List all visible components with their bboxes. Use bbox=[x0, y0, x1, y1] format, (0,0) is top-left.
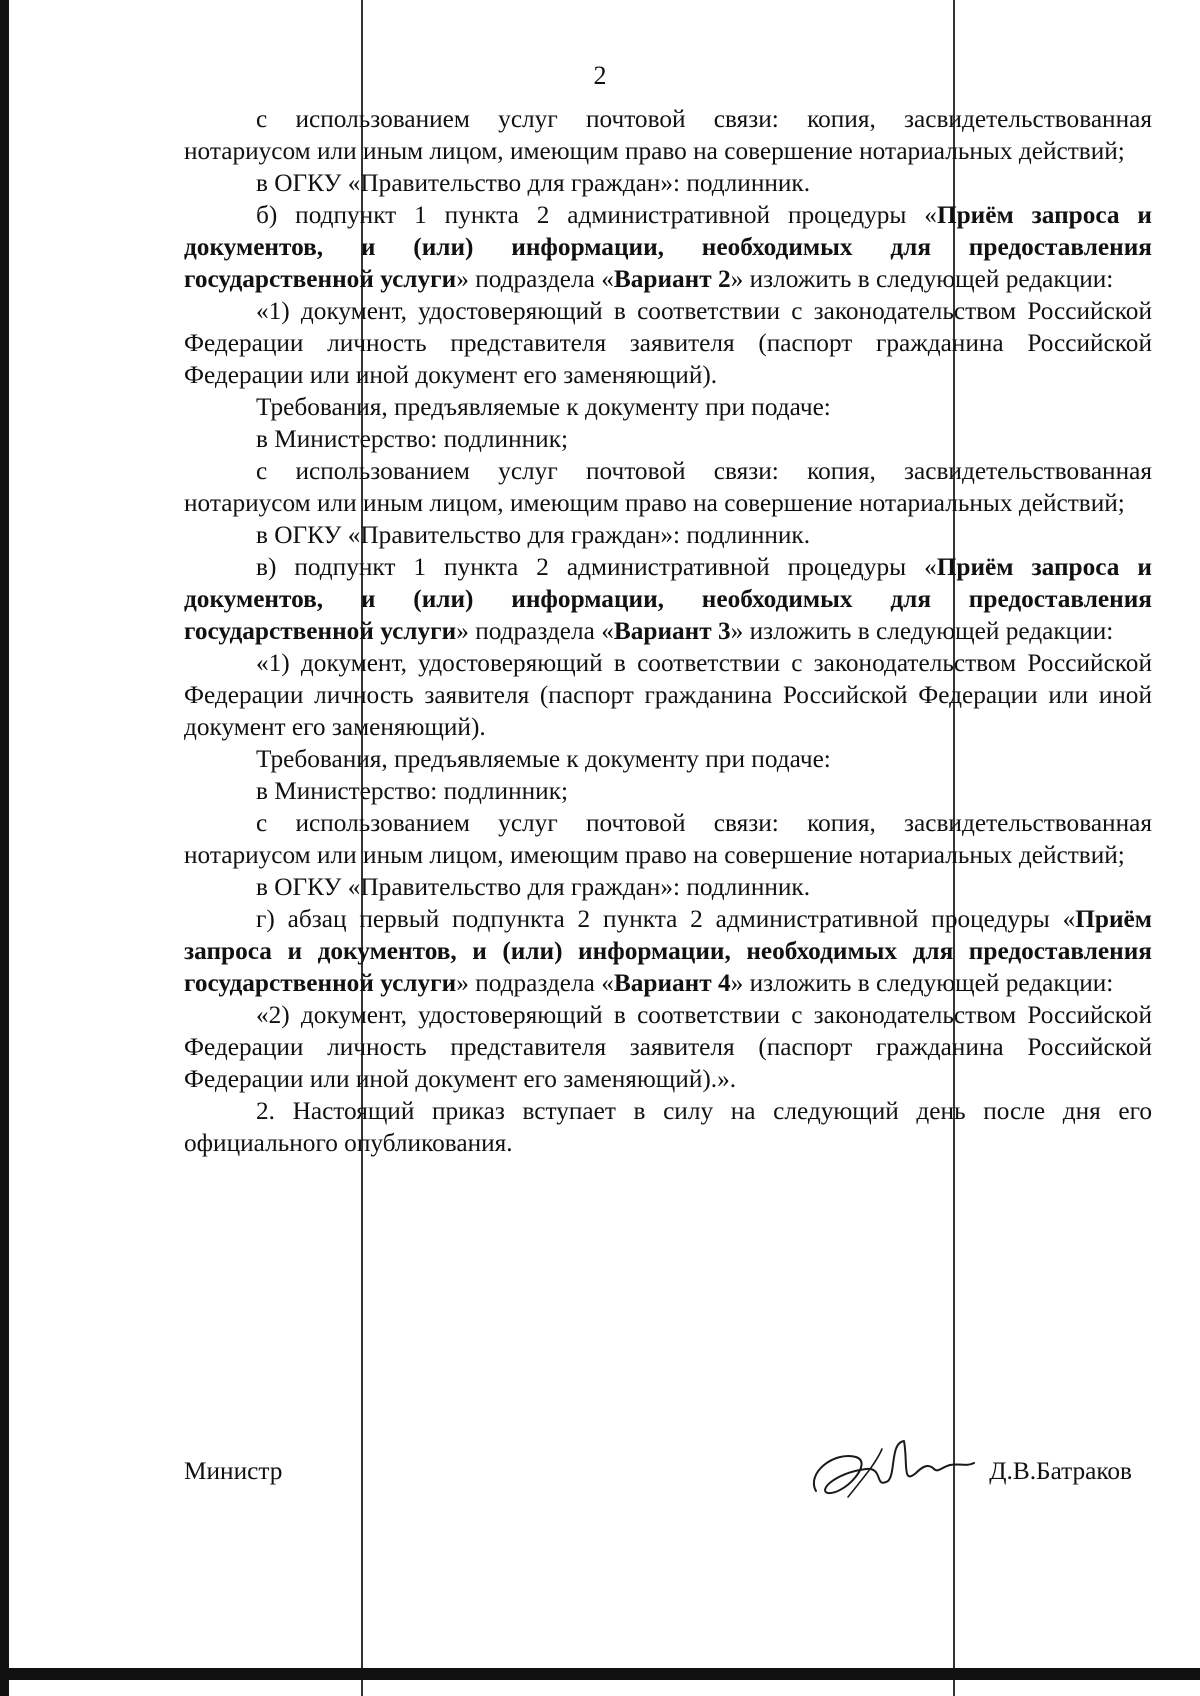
scan-edge-bottom bbox=[0, 1668, 1200, 1680]
text-run: в ОГКУ «Правительство для граждан»: подлинник. bbox=[256, 521, 811, 549]
paragraph bbox=[184, 295, 1152, 391]
text-run: » изложить в следующей редакции: bbox=[730, 265, 1114, 293]
text-run: «1) документ, удостоверяющий в соответствии с законодательством Российской Федерации личность представителя заявителя (паспорт гражданина Российской Федерации или иной документ его заменяющий). bbox=[184, 297, 1152, 389]
text-run: Требования, предъявляемые к документу при подаче: bbox=[256, 745, 831, 773]
paragraph bbox=[184, 999, 1152, 1095]
paragraph bbox=[184, 647, 1152, 743]
text-run: » подраздела « bbox=[456, 617, 614, 645]
text-run: «1) документ, удостоверяющий в соответствии с законодательством Российской Федерации личность заявителя (паспорт гражданина Российской Федерации или иной документ его заменяющий). bbox=[184, 649, 1152, 741]
signatory-name: Д.В.Батраков bbox=[989, 1457, 1132, 1485]
text-run: в Министерство: подлинник; bbox=[256, 425, 569, 453]
paragraph bbox=[184, 903, 1152, 999]
text-run: «2) документ, удостоверяющий в соответствии с законодательством Российской Федерации личность представителя заявителя (паспорт гражданина Российской Федерации или иной документ его заменяющий).». bbox=[184, 1001, 1152, 1093]
bold-text: Вариант 2 bbox=[613, 265, 731, 293]
signature-block bbox=[184, 1433, 1152, 1503]
paragraph bbox=[184, 551, 1152, 647]
text-run: в Министерство: подлинник; bbox=[256, 777, 569, 805]
handwritten-signature bbox=[804, 1433, 984, 1503]
text-run: » изложить в следующей редакции: bbox=[730, 617, 1114, 645]
text-run: » подраздела « bbox=[456, 265, 614, 293]
paragraph bbox=[184, 1095, 1152, 1159]
paragraph bbox=[184, 871, 1152, 903]
text-run: в ОГКУ «Правительство для граждан»: подлинник. bbox=[256, 169, 811, 197]
page-number: 2 bbox=[593, 61, 607, 90]
bold-text: Приём запроса и документов, и (или) информации, необходимых для предоставления государственной услуги bbox=[184, 201, 1153, 293]
paragraph bbox=[184, 423, 1152, 455]
document-body bbox=[184, 103, 1152, 1159]
text-run: в ОГКУ «Правительство для граждан»: подлинник. bbox=[256, 873, 811, 901]
scan-edge-left bbox=[0, 0, 9, 1696]
text-run: » изложить в следующей редакции: bbox=[730, 969, 1114, 997]
paragraph bbox=[184, 455, 1152, 519]
bold-text: Приём запроса и документов, и (или) информации, необходимых для предоставления государственной услуги bbox=[184, 905, 1152, 997]
text-run: с использованием услуг почтовой связи: копия, засвидетельствованная нотариусом или иным лицом, имеющим право на совершение нотариальных действий; bbox=[184, 105, 1152, 165]
text-run: в) подпункт 1 пункта 2 административной процедуры « bbox=[256, 553, 937, 581]
text-run: с использованием услуг почтовой связи: копия, засвидетельствованная нотариусом или иным лицом, имеющим право на совершение нотариальных действий; bbox=[184, 457, 1152, 517]
paragraph bbox=[184, 167, 1152, 199]
paragraph bbox=[184, 775, 1152, 807]
paragraph bbox=[184, 807, 1152, 871]
signatory-title: Министр bbox=[184, 1457, 283, 1485]
paragraph bbox=[184, 391, 1152, 423]
bold-text: Приём запроса и документов, и (или) информации, необходимых для предоставления государственной услуги bbox=[184, 553, 1152, 645]
text-run: г) абзац первый подпункта 2 пункта 2 административной процедуры « bbox=[256, 905, 1076, 933]
text-run: с использованием услуг почтовой связи: копия, засвидетельствованная нотариусом или иным лицом, имеющим право на совершение нотариальных действий; bbox=[184, 809, 1152, 869]
bold-text: Вариант 3 bbox=[613, 617, 731, 645]
paragraph bbox=[184, 519, 1152, 551]
bold-text: Вариант 4 bbox=[613, 969, 731, 997]
text-run: 2. Настоящий приказ вступает в силу на следующий день после дня его официального опубликования. bbox=[184, 1097, 1152, 1157]
paragraph bbox=[184, 743, 1152, 775]
paragraph bbox=[184, 199, 1152, 295]
paragraph bbox=[184, 103, 1152, 167]
text-run: б) подпункт 1 пункта 2 административной процедуры « bbox=[256, 201, 937, 229]
text-run: Требования, предъявляемые к документу при подаче: bbox=[256, 393, 831, 421]
text-run: » подраздела « bbox=[456, 969, 614, 997]
